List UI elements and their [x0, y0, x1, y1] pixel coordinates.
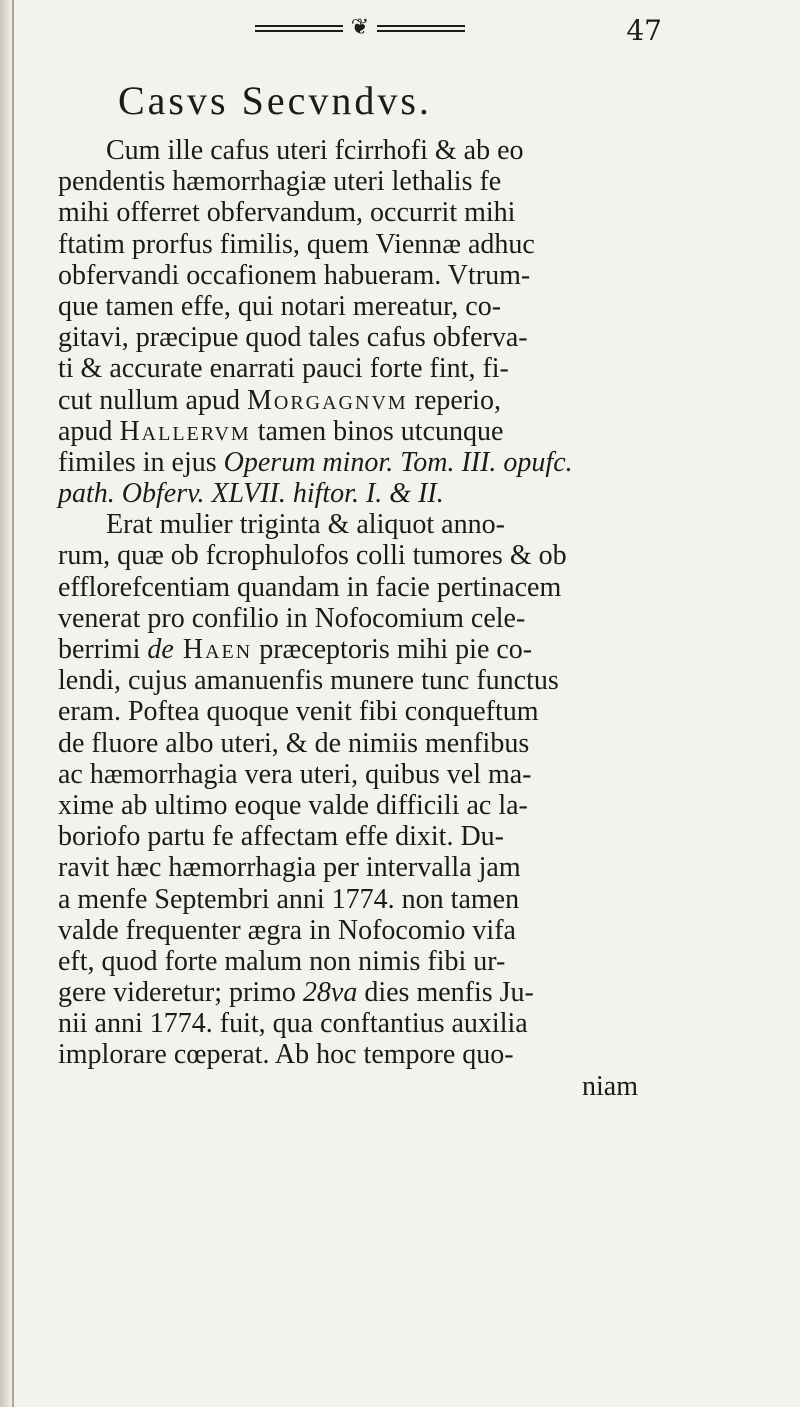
citation-line: path. Obferv. XLVII. hiftor. I. & II. [58, 478, 444, 510]
text-segment: præceptoris mihi pie co- [252, 634, 533, 665]
text-segment: gere videretur; primo [58, 977, 303, 1009]
text-line [58, 634, 678, 665]
text-segment: tamen binos utcunque [250, 415, 504, 447]
text-line: mihi offerret obfervandum, occurrit mihi [58, 197, 516, 229]
text-segment: cut nullum apud [58, 384, 247, 416]
text-segment: apud [58, 415, 120, 447]
text-line: gitavi, præcipue quod tales cafus obferva- [58, 322, 528, 354]
text-line: que tamen effe, qui notari mereatur, co- [58, 290, 502, 322]
text-line: eft, quod forte malum non nimis fibi ur- [58, 945, 506, 977]
text-line: Erat mulier triginta & aliquot anno- [106, 509, 505, 541]
text-line: ti & accurate enarrati pauci forte fint, fi- [58, 353, 509, 385]
text-segment: reperio, [407, 384, 501, 416]
text-line [58, 385, 678, 416]
author-name-haller: Hallervm [119, 415, 251, 447]
text-segment: berrimi [58, 634, 148, 665]
text-line: Cum ille cafus uteri fcirrhofi & ab eo [106, 135, 524, 166]
citation-title: Operum minor. Tom. III. opufc. [223, 446, 573, 478]
text-line: valde frequenter ægra in Nofocomio vifa [58, 914, 516, 946]
header-ornament [255, 14, 465, 42]
text-line: implorare cœperat. Ab hoc tempore quo- [58, 1039, 514, 1071]
author-name-morgagni: Morgagnvm [246, 384, 408, 416]
text-segment-de: de [147, 634, 174, 665]
fleuron-icon: ❦ [343, 16, 377, 40]
text-line: rum, quæ ob fcrophulofos colli tumores & ob [58, 540, 567, 572]
section-heading: Casvs Secvndvs. [118, 78, 432, 123]
text-line [58, 977, 678, 1008]
text-line: xime ab ultimo eoque valde difficili ac la- [58, 789, 528, 821]
ordinal-day: 28va [302, 977, 358, 1009]
text-line: ftatim prorfus fimilis, quem Viennæ adhuc [58, 228, 535, 260]
text-segment: dies menfis Ju- [357, 977, 534, 1009]
text-line: boriofo partu fe affectam effe dixit. Du- [58, 821, 505, 853]
text-line: venerat pro confilio in Nofocomium cele- [58, 602, 526, 634]
text-line: pendentis hæmorrhagiæ uteri lethalis fe [58, 166, 502, 198]
text-line: efflorefcentiam quandam in facie pertinacem [58, 571, 562, 603]
author-name-haen: Haen [173, 634, 253, 665]
body-text [58, 135, 678, 1102]
text-line [58, 416, 678, 447]
text-line: de fluore albo uteri, & de nimiis menfibus [58, 727, 530, 759]
page-number: 47 [626, 14, 662, 47]
text-line: nii anni 1774. fuit, qua conftantius auxilia [58, 1008, 528, 1040]
text-line: ravit hæc hæmorrhagia per intervalla jam [58, 852, 521, 884]
text-segment: fimiles in ejus [58, 446, 224, 478]
text-line: a menfe Septembri anni 1774. non tamen [58, 883, 520, 915]
catchword: niam [582, 1070, 638, 1102]
text-line: obfervandi occafionem habueram. Vtrum- [58, 259, 531, 291]
text-line [58, 447, 678, 478]
text-line: eram. Poftea quoque venit fibi conqueftum [58, 696, 539, 728]
text-line: ac hæmorrhagia vera uteri, quibus vel ma- [58, 758, 532, 790]
page-edge-line [12, 0, 14, 1407]
text-line: lendi, cujus amanuenfis munere tunc functus [58, 665, 559, 697]
